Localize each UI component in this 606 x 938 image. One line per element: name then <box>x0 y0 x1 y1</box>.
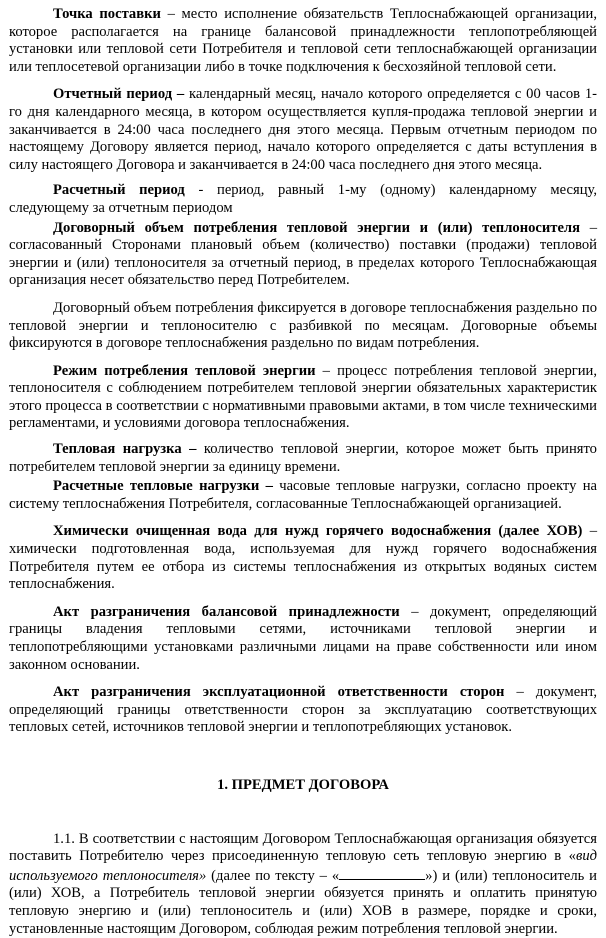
definition-text: – место исполнение обязательств Теплоснабжающей организации, которое располагается на границе балансовой принадлежности теплопотребляющей установки или тепловой сети Потребителя и тепловой сети теплоснабжающей организации или теплосетевой организации либо в точке подключения к бесхозяйной тепловой сети. <box>9 6 597 75</box>
definition-term: Отчетный период – <box>53 86 185 103</box>
definition-text: часовые тепловые нагрузки, согласно проекту на систему теплоснабжения Потребителя, согласованные Теплоснабжающей организацией. <box>9 478 597 512</box>
section-heading: 1. ПРЕДМЕТ ДОГОВОРА <box>217 776 389 793</box>
definition-contract-volume <box>9 220 597 290</box>
fill-in-blank <box>339 866 425 880</box>
definition-term: Химически очищенная вода для нужд горячего водоснабжения (далее ХОВ) <box>53 523 583 540</box>
definition-term: Точка поставки <box>53 6 161 22</box>
definition-text: – процесс потребления тепловой энергии, теплоносителя с соблюдением потребителем тепловой энергии обязательных характеристик этого процесса в соответствии с нормативными правовыми актами, в том числе техническими регламентами, и условиями договора теплоснабжения. <box>9 362 597 432</box>
clause-text: 1.1. В соответствии с настоящим Договором Теплоснабжающая организация обязуется поставить Потребителю через присоединенную тепловую сеть тепловую энергию в « <box>9 830 597 865</box>
definition-text: – документ, определяющий границы ответственности сторон за эксплуатацию соответствующих тепловых сетей, источников тепловой энергии и теплопотребляющих установок. <box>9 684 597 736</box>
definition-term: Расчетный период <box>53 182 185 199</box>
definition-term: Тепловая нагрузка – <box>53 441 197 458</box>
definition-design-heat-loads <box>9 478 597 513</box>
definition-balance-act <box>9 604 597 674</box>
definition-text: - период, равный 1-му (одному) календарному месяцу, следующему за отчетным периодом <box>9 182 597 216</box>
definition-text: – химически подготовленная вода, используемая для нужд горячего водоснабжения Потребителя путем ее отбора из системы теплоснабжения из открытых водяных систем теплоснабжения. <box>9 523 597 593</box>
paragraph-text: Договорный объем потребления фиксируется в договоре теплоснабжения раздельно по тепловой энергии и теплоносителю с разбивкой по месяцам. Договорные объемы фиксируются в договоре теплоснабжения раздельно по видам потребления. <box>9 299 597 352</box>
definition-delivery-point <box>9 6 597 76</box>
paragraph-contract-volume-note <box>9 300 597 353</box>
document-page <box>9 4 597 938</box>
definition-heat-load <box>9 441 597 476</box>
definition-reporting-period <box>9 86 597 174</box>
definition-treated-water <box>9 523 597 593</box>
clause-italic-text: вид используемого теплоносителя» <box>9 848 597 884</box>
definition-operational-act <box>9 684 597 737</box>
definition-term: Акт разграничения эксплуатационной ответственности сторон <box>53 684 505 701</box>
definition-term: Договорный объем потребления тепловой энергии и (или) теплоносителя <box>53 219 581 236</box>
definition-consumption-mode <box>9 363 597 433</box>
definition-text: – согласованный Сторонами плановый объем (количество) поставки (продажи) тепловой энергии и (или) теплоносителя за отчетный период, в пределах которого Теплоснабжающая организация несет обязательство перед Потребителем. <box>9 219 597 289</box>
definition-text: календарный месяц, начало которого определяется с 00 часов 1-го дня календарного месяца, в котором осуществляется купля-продажа тепловой энергии и заканчивается в 24:00 часа последнего дня этого месяца. Первым отчетным периодом по настоящему Договору является период, начало которого определяется с даты вступления в силу настоящего Договора и заканчивается в 24:00 часа последнего дня этого месяца. <box>9 86 597 173</box>
definition-text: количество тепловой энергии, которое может быть принято потребителем тепловой энергии за единицу времени. <box>9 441 597 475</box>
definition-text: – документ, определяющий границы владения тепловыми сетями, источниками тепловой энергии и теплопотребляющими установками различными лицами на праве собственности или ином законном основании. <box>9 603 597 673</box>
clause-text: ») и (или) теплоноситель и (или) ХОВ, а Потребитель тепловой энергии обязуется принять и оплатить принятую тепловую энергию и (или) теплоноситель и (или) ХОВ в размере, порядке и сроки, установленные настоящим Договором, соблюдая режим потребления тепловой энергии. <box>9 867 597 937</box>
clause-1-1 <box>9 831 597 938</box>
clause-text: (далее по тексту – « <box>206 867 340 884</box>
definition-term: Режим потребления тепловой энергии <box>53 362 316 379</box>
definition-term: Расчетные тепловые нагрузки – <box>53 478 273 495</box>
definition-settlement-period <box>9 182 597 217</box>
definition-term: Акт разграничения балансовой принадлежности <box>53 603 400 620</box>
